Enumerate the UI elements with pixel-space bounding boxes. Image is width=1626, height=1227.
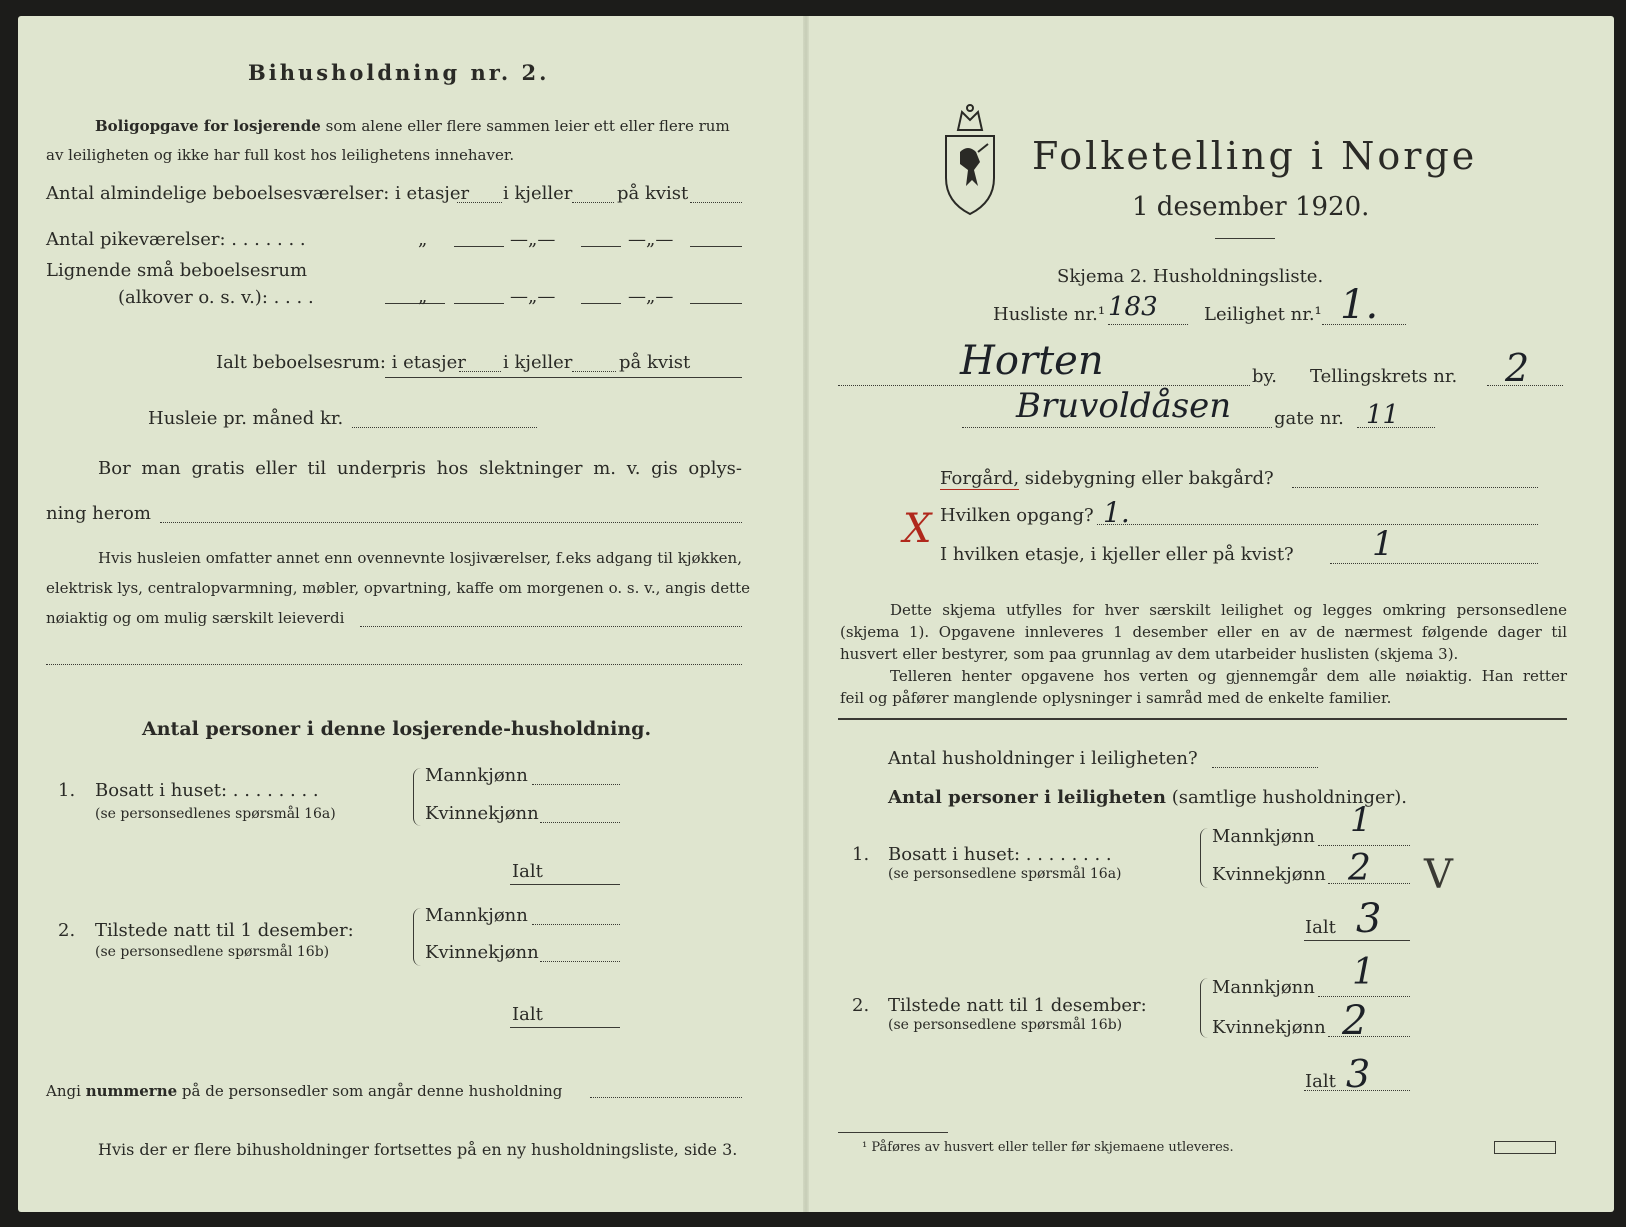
etasje-label: I hvilken etasje, i kjeller eller på kvist?	[940, 544, 1294, 565]
footnote-rule	[838, 1132, 948, 1133]
ditto-1: „	[418, 229, 428, 250]
hw-red-x-mark: X	[903, 506, 932, 552]
footnote: ¹ Påføres av husvert eller teller før skjemaene utleveres.	[862, 1140, 1234, 1155]
field-husleie[interactable]	[352, 427, 537, 428]
left-q2-sub: (se personsedlene spørsmål 16b)	[95, 944, 330, 960]
field-street[interactable]	[962, 427, 1272, 428]
right-q1-ialt-label: Ialt	[1305, 917, 1336, 938]
left-q2-num: 2.	[58, 920, 76, 941]
info-line5: feil og påfører manglende oplysninger i samråd med de enkelte familier.	[840, 689, 1392, 707]
field-left-q1-mann[interactable]	[532, 784, 620, 785]
info-line4: Telleren henter opgavene hos verten og gjennemgår dem alle nøiaktig. Han retter	[890, 667, 1567, 685]
opgang-label: Hvilken opgang?	[940, 505, 1094, 526]
ditto-2: „	[418, 286, 428, 307]
right-q1-brace	[1200, 828, 1209, 888]
field-leieverdi[interactable]	[360, 626, 742, 627]
antal-rows-label: Antal almindelige beboelsesværelser: i etasjer	[46, 183, 470, 204]
field-leieverdi-2[interactable]	[46, 664, 742, 665]
field-left-q2-ialt[interactable]	[510, 1027, 620, 1028]
right-q1-kvinne-label: Kvinnekjønn	[1212, 864, 1326, 885]
hw-q2-mann: 1	[1352, 952, 1375, 993]
hw-q1-mann: 1	[1350, 800, 1372, 840]
ialt-rum-label: Ialt beboelsesrum: i etasjer	[216, 352, 466, 373]
field-pike-kvist[interactable]	[690, 246, 742, 247]
bor-line2: ning herom	[46, 503, 151, 524]
field-alk-kjeller[interactable]	[581, 303, 621, 304]
hvis-line1: Hvis husleien omfatter annet enn ovennevnte losjiværelser, f.eks adgang til kjøkken,	[98, 549, 742, 567]
hw-q2-kvinne: 2	[1342, 998, 1368, 1044]
tellingskrets-label: Tellingskrets nr.	[1310, 366, 1458, 387]
bihusholdning-title: Bihusholdning nr. 2.	[248, 60, 550, 85]
hw-gate-nr: 11	[1366, 400, 1400, 430]
field-etasje[interactable]	[1330, 563, 1538, 564]
dash-4: —„—	[628, 286, 674, 307]
left-q2-label: Tilstede natt til 1 desember:	[95, 920, 354, 941]
hw-q1-kvinne: 2	[1348, 848, 1371, 889]
angi-line: Angi nummerne på de personsedler som angår denne husholdning	[46, 1082, 563, 1100]
intro-line2: av leiligheten og ikke har full kost hos leilighetens innehaver.	[46, 146, 515, 164]
left-q2-kvinne-label: Kvinnekjønn	[425, 942, 539, 963]
field-right-q2-kvinne[interactable]	[1328, 1036, 1410, 1037]
gate-label: gate nr.	[1274, 408, 1344, 429]
field-right-q1-mann[interactable]	[1318, 845, 1410, 846]
husleie-label: Husleie pr. måned kr.	[148, 408, 344, 429]
right-q2-kvinne-label: Kvinnekjønn	[1212, 1017, 1326, 1038]
left-q2-mann-label: Mannkjønn	[425, 905, 528, 926]
info-line2: (skjema 1). Opgavene innleveres 1 desember eller en av de nærmest følgende dager til	[840, 623, 1567, 641]
field-etasjer[interactable]	[457, 202, 502, 203]
paa-kvist-label-2: på kvist	[619, 352, 691, 373]
dash-3: —„—	[510, 286, 556, 307]
antal-hush-label: Antal husholdninger i leiligheten?	[888, 748, 1198, 769]
hw-check-mark: V	[1424, 852, 1453, 898]
field-alk-etasjer[interactable]	[454, 303, 504, 304]
hw-opgang: 1.	[1103, 496, 1130, 529]
hvis-line2: elektrisk lys, centralopvarmning, møbler, opvartning, kaffe om morgenen o. s. v., angis dette	[46, 579, 751, 597]
bor-line1: Bor man gratis eller til underpris hos slektninger m. v. gis oplys-	[98, 458, 742, 479]
left-q1-label: Bosatt i huset: . . . . . . . .	[95, 780, 319, 801]
left-q2-brace	[413, 908, 422, 966]
lignende-label: Lignende små beboelsesrum	[46, 260, 308, 281]
right-q1-mann-label: Mannkjønn	[1212, 826, 1315, 847]
dash-1: —„—	[510, 229, 556, 250]
left-q2-ialt-label: Ialt	[512, 1004, 543, 1025]
info-line1: Dette skjema utfylles for hver særskilt leilighet og legges omkring personsedlene	[890, 601, 1567, 619]
field-left-q2-mann[interactable]	[532, 924, 620, 925]
field-pike-etasjer[interactable]	[454, 246, 504, 247]
pike-label: Antal pikeværelser: . . . . . . .	[46, 229, 306, 250]
left-q1-mann-label: Mannkjønn	[425, 765, 528, 786]
hw-city: Horten	[960, 338, 1104, 384]
hw-q1-ialt: 3	[1356, 896, 1382, 942]
i-kjeller-label: i kjeller	[503, 183, 573, 204]
right-q2-mann-label: Mannkjønn	[1212, 977, 1315, 998]
field-ialt-kjeller[interactable]	[572, 371, 616, 372]
leilighet-label: Leilighet nr.¹	[1204, 304, 1322, 325]
ialt-underline	[385, 377, 742, 378]
left-footer: Hvis der er flere bihusholdninger fortsettes på en ny husholdningsliste, side 3.	[98, 1140, 738, 1159]
right-q1-sub: (se personsedlene spørsmål 16a)	[888, 866, 1122, 882]
field-alk-kvist[interactable]	[690, 303, 742, 304]
hw-street: Bruvoldåsen	[1016, 386, 1232, 426]
left-q1-num: 1.	[58, 780, 76, 801]
field-left-q1-kvinne[interactable]	[540, 822, 620, 823]
field-opgang[interactable]	[1097, 524, 1538, 525]
census-title: Folketelling i Norge	[1032, 134, 1478, 178]
hw-husliste-nr: 183	[1108, 292, 1158, 322]
hw-q2-ialt: 3	[1346, 1052, 1371, 1096]
right-q2-brace	[1200, 978, 1209, 1038]
field-antal-hush[interactable]	[1212, 767, 1318, 768]
hw-etasje: 1	[1372, 524, 1394, 564]
forgard-label: Forgård, sidebygning eller bakgård?	[940, 468, 1274, 489]
antal-pers-heading: Antal personer i leiligheten (samtlige husholdninger).	[888, 787, 1408, 808]
left-q1-brace	[413, 768, 422, 826]
field-husliste[interactable]	[1108, 324, 1188, 325]
field-pike-kjeller[interactable]	[581, 246, 621, 247]
field-alk-etasjer-a[interactable]	[385, 303, 445, 304]
right-q1-label: Bosatt i huset: . . . . . . . .	[888, 844, 1112, 865]
left-q1-kvinne-label: Kvinnekjønn	[425, 803, 539, 824]
field-ialt-etasjer[interactable]	[459, 371, 501, 372]
left-q1-sub: (se personsedlenes spørsmål 16a)	[95, 806, 336, 822]
by-label: by.	[1252, 366, 1278, 387]
dash-2: —„—	[628, 229, 674, 250]
title-rule	[1215, 238, 1275, 239]
alkover-label: (alkover o. s. v.): . . . .	[118, 287, 314, 308]
right-q2-num: 2.	[852, 995, 870, 1016]
printer-stamp	[1494, 1141, 1556, 1154]
hvis-line3: nøiaktig og om mulig særskilt leieverdi	[46, 609, 345, 627]
norwegian-coat-of-arms-icon	[938, 100, 1002, 218]
field-angi[interactable]	[590, 1097, 742, 1098]
right-q2-sub: (se personsedlene spørsmål 16b)	[888, 1017, 1123, 1033]
skjema-label: Skjema 2. Husholdningsliste.	[1057, 266, 1324, 287]
right-q2-ialt-label: Ialt	[1305, 1071, 1336, 1092]
field-left-q1-ialt[interactable]	[510, 884, 620, 885]
info-line3: husvert eller bestyrer, som paa grunnlag av dem utarbeider huslisten (skjema 3).	[840, 645, 1459, 663]
intro-line1: Boligopgave for losjerende som alene eller flere sammen leier ett eller flere rum	[95, 117, 730, 135]
field-kjeller[interactable]	[572, 202, 614, 203]
paa-kvist-label: på kvist	[617, 183, 689, 204]
antal-personer-heading: Antal personer i denne losjerende-husholdning.	[142, 718, 652, 740]
left-q1-ialt-label: Ialt	[512, 861, 543, 882]
field-kvist[interactable]	[690, 202, 742, 203]
hw-krets-nr: 2	[1505, 346, 1530, 390]
field-forgard[interactable]	[1292, 487, 1538, 488]
info-rule	[838, 718, 1567, 720]
field-right-q2-mann[interactable]	[1318, 996, 1410, 997]
census-date: 1 desember 1920.	[1132, 192, 1370, 222]
i-kjeller-label-2: i kjeller	[503, 352, 573, 373]
right-q2-label: Tilstede natt til 1 desember:	[888, 995, 1147, 1016]
right-q1-num: 1.	[852, 844, 870, 865]
hw-leilighet-nr: 1.	[1340, 282, 1379, 328]
page-fold	[803, 16, 809, 1212]
field-left-q2-kvinne[interactable]	[540, 961, 620, 962]
field-oplysning[interactable]	[160, 522, 742, 523]
husliste-label: Husliste nr.¹	[993, 304, 1106, 325]
